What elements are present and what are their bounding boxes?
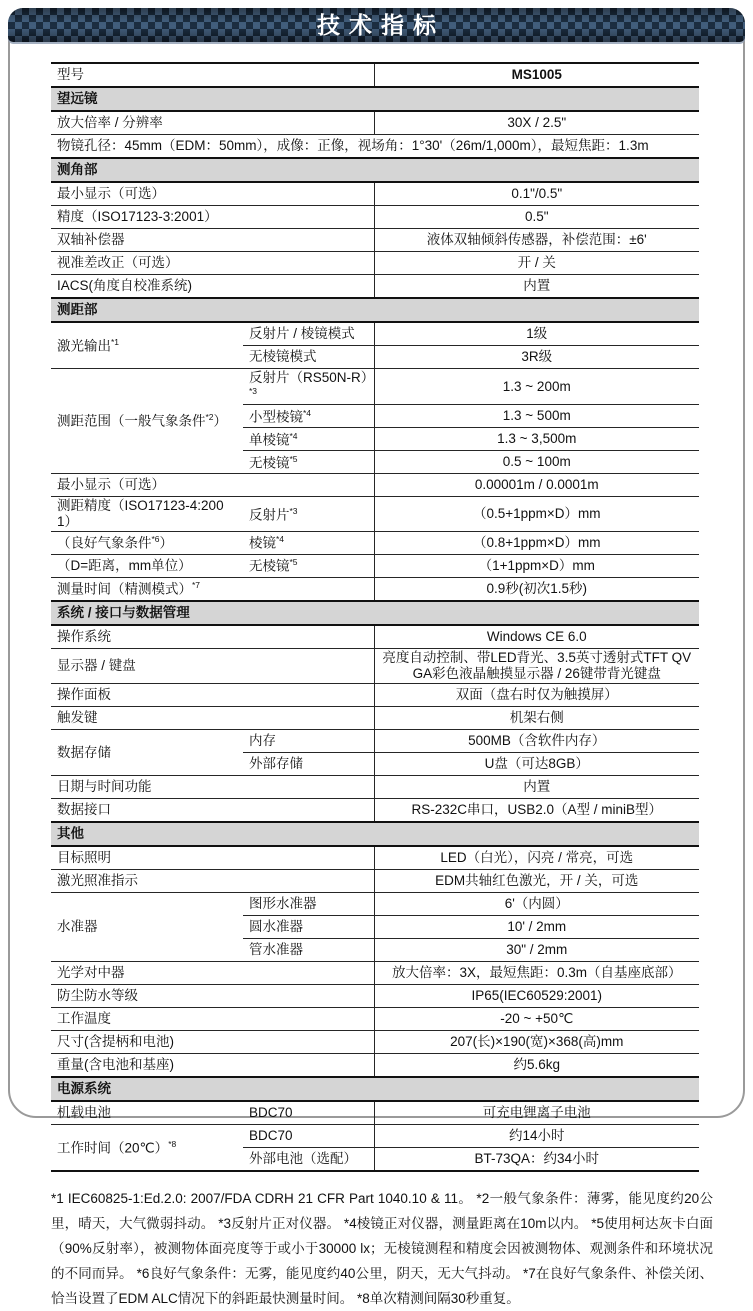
spec-value-cell: 30X / 2.5" — [374, 111, 699, 135]
spec-label-cell — [51, 1101, 243, 1125]
spec-label-cell: 数据接口 — [51, 799, 374, 823]
spec-row — [51, 799, 699, 823]
spec-value-cell: 1.3 ~ 3,500m — [374, 428, 699, 451]
spec-value-cell: 约5.6kg — [374, 1054, 699, 1078]
spec-label: 激光输出 — [57, 338, 111, 354]
spec-label-cell — [51, 893, 243, 962]
section-title: 测距部 — [51, 298, 699, 322]
spec-value-cell: 0.5 ~ 100m — [374, 451, 699, 474]
spec-value-cell: U盘（可达8GB） — [374, 753, 699, 776]
spec-label-cell — [51, 555, 243, 578]
page-title: 技术指标 — [317, 12, 445, 38]
spec-row — [51, 182, 699, 206]
spec-row — [51, 1031, 699, 1054]
footnote-marker: *3 — [249, 385, 258, 396]
spec-value-cell: （0.8+1ppm×D）mm — [374, 532, 699, 555]
spec-value-cell: 内置 — [374, 776, 699, 799]
spec-row — [51, 1054, 699, 1078]
spec-value-cell: Windows CE 6.0 — [374, 625, 699, 649]
spec-sublabel: 反射片 / 棱镜模式 — [249, 326, 355, 342]
spec-sublabel-cell — [243, 753, 374, 776]
spec-sublabel: 管水准器 — [249, 942, 303, 958]
footnote-marker: *4 — [303, 407, 312, 418]
spec-sublabel-cell — [243, 939, 374, 962]
spec-value-cell: 约14小时 — [374, 1125, 699, 1148]
spec-sublabel: 单棱镜 — [249, 432, 290, 448]
spec-row-3col — [51, 497, 699, 532]
spec-value-cell: 1级 — [374, 322, 699, 346]
spec-value-cell: BT-73QA：约34小时 — [374, 1148, 699, 1172]
spec-row — [51, 206, 699, 229]
spec-label: （良好气象条件 — [57, 535, 152, 551]
spec-sublabel-cell — [243, 497, 374, 532]
spec-row-3col — [51, 555, 699, 578]
spec-sublabel-cell — [243, 1101, 374, 1125]
spec-row-group — [51, 322, 699, 346]
section-row-other — [51, 822, 699, 846]
spec-sublabel-cell — [243, 346, 374, 369]
spec-label-cell: 双轴补偿器 — [51, 229, 374, 252]
spec-label-cell: 日期与时间功能 — [51, 776, 374, 799]
spec-row-group — [51, 893, 699, 916]
spec-value-cell: 可充电锂离子电池 — [374, 1101, 699, 1125]
spec-row-3col — [51, 1101, 699, 1125]
spec-label: 工作时间（20℃） — [57, 1140, 169, 1156]
spec-sublabel-cell — [243, 451, 374, 474]
footnote-marker: *2 — [205, 412, 214, 423]
spec-label-cell: 操作系统 — [51, 625, 374, 649]
spec-sublabel-cell — [243, 405, 374, 428]
spec-label-cell: 最小显示（可选） — [51, 474, 374, 497]
spec-sublabel-cell — [243, 730, 374, 753]
spec-label-cell: 工作温度 — [51, 1008, 374, 1031]
spec-label-tail: ） — [213, 413, 228, 429]
spec-label: 测距范围（一般气象条件 — [57, 413, 206, 429]
spec-sublabel-cell — [243, 1125, 374, 1148]
spec-label-cell: 显示器 / 键盘 — [51, 649, 374, 684]
spec-label-cell — [51, 1125, 243, 1172]
spec-row — [51, 962, 699, 985]
spec-value-cell: 0.1"/0.5" — [374, 182, 699, 206]
spec-sublabel: 内存 — [249, 733, 276, 749]
spec-row — [51, 229, 699, 252]
spec-row — [51, 252, 699, 275]
spec-sublabel-cell — [243, 555, 374, 578]
spec-row — [51, 846, 699, 870]
footnote-marker: *6 — [151, 534, 160, 545]
spec-value-cell: LED（白光），闪亮 / 常亮，可选 — [374, 846, 699, 870]
spec-value-cell: 亮度自动控制、带LED背光、3.5英寸透射式TFT QVGA彩色液晶触摸显示器 / 26键带背光键盘 — [374, 649, 699, 684]
spec-row — [51, 870, 699, 893]
spec-label: 机载电池 — [57, 1105, 111, 1121]
footnote-marker: *5 — [289, 557, 298, 568]
spec-sublabel-cell — [243, 428, 374, 451]
spec-label-cell — [51, 730, 243, 776]
spec-value-cell: 内置 — [374, 275, 699, 299]
spec-row — [51, 776, 699, 799]
spec-sublabel: 无棱镜 — [249, 455, 290, 471]
spec-row-group — [51, 369, 699, 405]
spec-sublabel: 反射片 — [249, 507, 290, 523]
spec-label-cell: 视准差改正（可选） — [51, 252, 374, 275]
spec-sheet — [8, 8, 745, 1307]
spec-value-cell: RS-232C串口，USB2.0（A型 / miniB型） — [374, 799, 699, 823]
spec-label-cell — [51, 369, 243, 474]
spec-label-cell: 触发键 — [51, 707, 374, 730]
spec-label-cell: 激光照准指示 — [51, 870, 374, 893]
spec-row — [51, 985, 699, 1008]
spec-sublabel-cell — [243, 532, 374, 555]
spec-row-model — [51, 63, 699, 87]
spec-label-cell — [51, 532, 243, 555]
spec-value-cell: 207(长)×190(宽)×368(高)mm — [374, 1031, 699, 1054]
footnote-marker: *4 — [276, 534, 285, 545]
spec-value-cell: 放大倍率：3X，最短焦距：0.3m（自基座底部） — [374, 962, 699, 985]
footnote-marker: *5 — [289, 453, 298, 464]
spec-label-cell: 操作面板 — [51, 684, 374, 707]
spec-sublabel: BDC70 — [249, 1128, 293, 1144]
section-row-telescope — [51, 87, 699, 111]
spec-sublabel: 圆水准器 — [249, 919, 303, 935]
spec-value-cell: 机架右侧 — [374, 707, 699, 730]
spec-value-cell: 30" / 2mm — [374, 939, 699, 962]
title-band — [8, 8, 745, 42]
spec-value-cell: -20 ~ +50℃ — [374, 1008, 699, 1031]
spec-sublabel: 外部存储 — [249, 756, 303, 772]
spec-label: 数据存储 — [57, 744, 111, 760]
spec-sublabel-cell — [243, 369, 374, 405]
section-title: 测角部 — [51, 158, 699, 182]
spec-sublabel-cell — [243, 916, 374, 939]
spec-row — [51, 707, 699, 730]
spec-label-cell: 精度（ISO17123-3:2001） — [51, 206, 374, 229]
spec-label-tail: ） — [159, 535, 174, 551]
spec-label-cell: 物镜孔径：45mm（EDM：50mm），成像：正像，视场角：1°30'（26m/1,000m），最短焦距：1.3m — [51, 135, 699, 159]
spec-value-cell: 液体双轴倾斜传感器，补偿范围：±6' — [374, 229, 699, 252]
spec-value-cell: MS1005 — [374, 63, 699, 87]
spec-row-3col — [51, 532, 699, 555]
spec-label-cell: 光学对中器 — [51, 962, 374, 985]
spec-value-cell: 1.3 ~ 500m — [374, 405, 699, 428]
spec-value-cell: 0.5" — [374, 206, 699, 229]
spec-label-cell: 放大倍率 / 分辨率 — [51, 111, 374, 135]
spec-label: （D=距离，mm单位） — [57, 558, 192, 574]
spec-label-cell: 重量(含电池和基座) — [51, 1054, 374, 1078]
spec-label-cell — [51, 497, 243, 532]
spec-sublabel: BDC70 — [249, 1105, 293, 1121]
spec-row — [51, 649, 699, 684]
spec-sublabel: 棱镜 — [249, 535, 276, 551]
spec-sublabel: 反射片（RS50N-R） — [249, 370, 375, 385]
footnote-marker: *8 — [168, 1138, 177, 1149]
spec-row — [51, 275, 699, 299]
spec-value-cell: 双面（盘右时仅为触摸屏） — [374, 684, 699, 707]
spec-sublabel-cell — [243, 1148, 374, 1172]
spec-label-cell: 最小显示（可选） — [51, 182, 374, 206]
spec-row — [51, 684, 699, 707]
spec-label: 水准器 — [57, 919, 98, 935]
footnote-marker: *1 — [111, 336, 120, 347]
spec-row — [51, 578, 699, 602]
spec-row-group — [51, 730, 699, 753]
spec-row — [51, 474, 699, 497]
spec-value-cell: 6'（内圆） — [374, 893, 699, 916]
footnote-marker: *4 — [289, 430, 298, 441]
spec-label: 测量时间（精测模式） — [57, 581, 192, 597]
footnotes-text: *1 IEC60825-1:Ed.2.0: 2007/FDA CDRH 21 CFR Part 1040.10 & 11。 *2一般气象条件：薄雾，能见度约20公里，晴天，大气微弱抖动。 *3反射片正对仪器。 *4棱镜正对仪器，测量距离在10m以内。 *5使用柯达灰卡白面（90%反射率），被测物体面亮度等于或小于30000 lx；无棱镜测程和精度会因被测物体、观测条件和环境状况的不同而异。 *6良好气象条件：无雾，能见度约40公里，阴天，无大气抖动。 *7在良好气象条件、补偿关闭、恰当设置了EDM ALC情况下的斜距最快测量时间。 *8单次精测间隔30秒重复。 — [51, 1191, 713, 1307]
spec-label-cell — [51, 578, 374, 602]
spec-sublabel-cell — [243, 322, 374, 346]
spec-row — [51, 1008, 699, 1031]
spec-sublabel: 无棱镜 — [249, 558, 290, 574]
spec-row-group — [51, 1125, 699, 1148]
spec-value-cell: IP65(IEC60529:2001) — [374, 985, 699, 1008]
spec-value-cell: 0.9秒(初次1.5秒) — [374, 578, 699, 602]
spec-table — [51, 62, 699, 1172]
footnote-marker: *3 — [289, 505, 298, 516]
section-title: 系统 / 接口与数据管理 — [51, 601, 699, 625]
spec-value-cell: 3R级 — [374, 346, 699, 369]
spec-row — [51, 111, 699, 135]
section-title: 望远镜 — [51, 87, 699, 111]
spec-label-cell: 尺寸(含提柄和电池) — [51, 1031, 374, 1054]
spec-value-cell: （1+1ppm×D）mm — [374, 555, 699, 578]
spec-sublabel: 图形水准器 — [249, 896, 317, 912]
spec-value-cell: （0.5+1ppm×D）mm — [374, 497, 699, 532]
section-title: 其他 — [51, 822, 699, 846]
spec-value-cell: 500MB（含软件内存） — [374, 730, 699, 753]
spec-label-cell: IACS(角度自校准系统) — [51, 275, 374, 299]
spec-sublabel: 小型棱镜 — [249, 409, 303, 425]
spec-row — [51, 625, 699, 649]
spec-value-cell: 开 / 关 — [374, 252, 699, 275]
section-row-distance — [51, 298, 699, 322]
spec-value-cell: 10' / 2mm — [374, 916, 699, 939]
spec-label: 测距精度（ISO17123-4:2001） — [57, 498, 224, 530]
spec-value-cell: 0.00001m / 0.0001m — [374, 474, 699, 497]
spec-label-cell: 目标照明 — [51, 846, 374, 870]
spec-value-cell: EDM共轴红色激光，开 / 关，可选 — [374, 870, 699, 893]
footnote-marker: *7 — [192, 580, 201, 591]
spec-sublabel: 无棱镜模式 — [249, 349, 317, 365]
spec-sublabel-cell — [243, 893, 374, 916]
section-title: 电源系统 — [51, 1077, 699, 1101]
spec-label-cell: 防尘防水等级 — [51, 985, 374, 1008]
spec-label-cell — [51, 322, 243, 369]
spec-sublabel: 外部电池（选配） — [249, 1151, 357, 1167]
spec-row-fullwidth — [51, 135, 699, 159]
section-row-power — [51, 1077, 699, 1101]
section-row-angle — [51, 158, 699, 182]
section-row-system — [51, 601, 699, 625]
spec-label-cell: 型号 — [51, 63, 374, 87]
spec-value-cell: 1.3 ~ 200m — [374, 369, 699, 405]
